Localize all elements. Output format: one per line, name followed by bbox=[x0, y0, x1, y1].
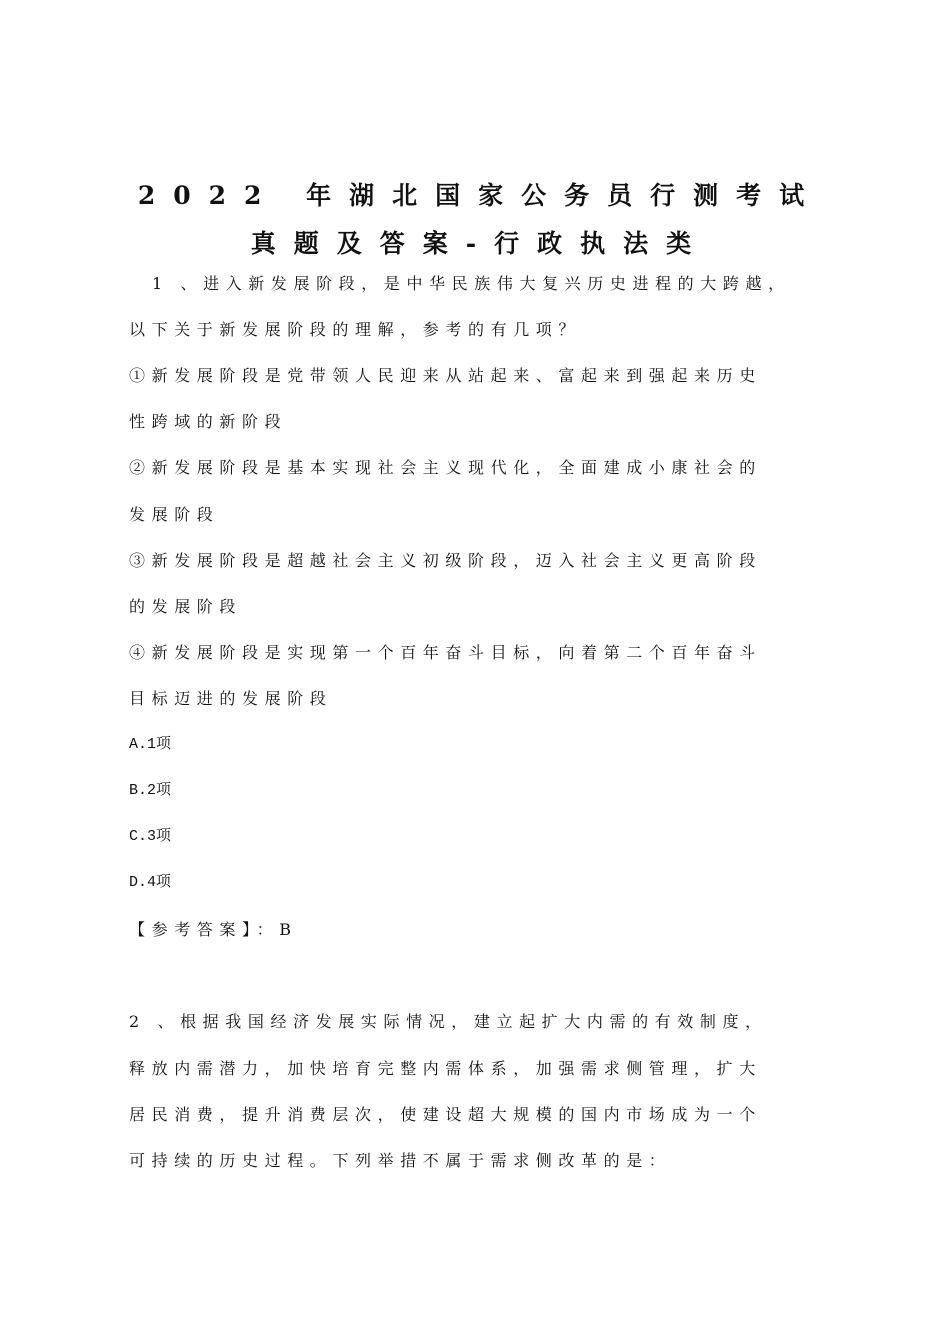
question2-stem-line3: 居民消费，提升消费层次，使建设超大规模的国内市场成为一个 bbox=[129, 1105, 762, 1124]
question1-answer: 【参考答案】：B bbox=[129, 920, 298, 939]
question1-option-b: B.2项 bbox=[129, 782, 172, 799]
document-title-line1: 2022 年湖北国家公务员行测考试 bbox=[137, 181, 823, 210]
question1-statement2-line1: ②新发展阶段是基本实现社会主义现代化，全面建成小康社会的 bbox=[129, 458, 762, 477]
question1-option-c: C.3项 bbox=[129, 828, 172, 845]
question1-statement3-line2: 的发展阶段 bbox=[129, 597, 243, 616]
question2-stem-line4: 可持续的历史过程。下列举措不属于需求侧改革的是： bbox=[129, 1151, 672, 1170]
question1-option-d: D.4项 bbox=[129, 874, 172, 891]
question1-statement1-line2: 性跨域的新阶段 bbox=[129, 412, 288, 431]
question1-stem-line1: 1 、进入新发展阶段，是中华民族伟大复兴历史进程的大跨越， bbox=[152, 274, 791, 293]
question1-statement4-line2: 目标迈进的发展阶段 bbox=[129, 689, 333, 708]
question1-statement3-line1: ③新发展阶段是超越社会主义初级阶段，迈入社会主义更高阶段 bbox=[129, 551, 762, 570]
document-title-line2: 真题及答案-行政执法类 bbox=[250, 229, 710, 258]
question2-stem-line1: 2 、根据我国经济发展实际情况，建立起扩大内需的有效制度， bbox=[129, 1012, 768, 1031]
question1-stem-line2: 以下关于新发展阶段的理解，参考的有几项？ bbox=[129, 320, 582, 339]
question1-statement2-line2: 发展阶段 bbox=[129, 505, 220, 524]
question1-statement1-line1: ①新发展阶段是党带领人民迎来从站起来、富起来到强起来历史 bbox=[129, 366, 762, 385]
question1-option-a: A.1项 bbox=[129, 736, 172, 753]
question2-stem-line2: 释放内需潜力，加快培育完整内需体系，加强需求侧管理，扩大 bbox=[129, 1059, 762, 1078]
question1-statement4-line1: ④新发展阶段是实现第一个百年奋斗目标，向着第二个百年奋斗 bbox=[129, 643, 762, 662]
